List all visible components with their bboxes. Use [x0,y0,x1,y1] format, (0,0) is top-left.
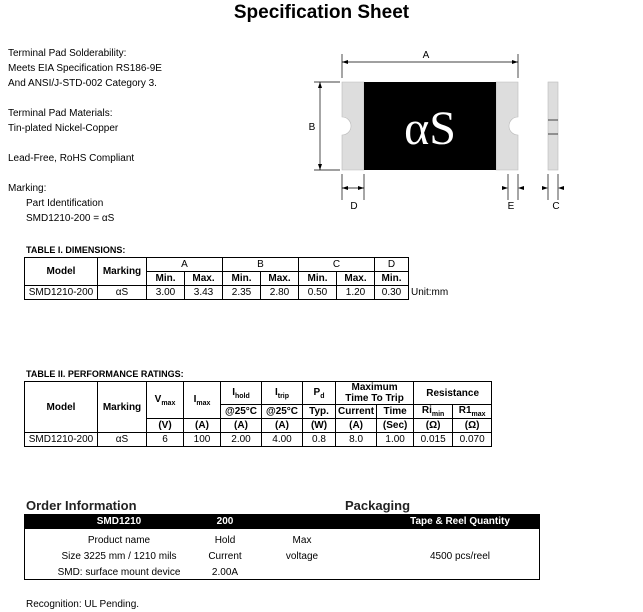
table2-caption: TABLE II. PERFORMANCE RATINGS: [26,369,184,379]
table2-h-current: Current [336,405,377,419]
table1-h-min: Min. [147,272,185,286]
table2-h-pd-typ: Typ. [303,405,336,419]
table2-unit-pd: (W) [303,419,336,433]
table2-h-ihold-temp: @25°C [221,405,262,419]
dim-e-arrow-left [502,186,508,190]
table2-cell-current: 8.0 [336,433,377,447]
dim-b-arrow-top [318,82,322,88]
order-bar-hold: 200 [216,516,234,527]
solderability-spec: Meets EIA Specification RS186-9E [8,63,162,74]
table2-h-resistance: Resistance [414,382,492,405]
table1-h-min: Min. [299,272,337,286]
recognition-note: Recognition: UL Pending. [26,599,140,610]
order-size-label: Size 3225 mm / 1210 mils [61,551,177,562]
chip-marking: αS [404,102,456,155]
order-max-label: Max [292,535,312,546]
table2-h-ri-min: $Ri_{min}$ [414,405,453,419]
part-id-code: SMD1210-200 = αS [26,213,115,224]
dim-label-e: E [507,201,515,212]
dim-b-arrow-bottom [318,164,322,170]
order-hold-value: 2.00A [211,567,239,578]
table2-unit-ihold: (A) [221,419,262,433]
table2-unit-imax: (A) [184,419,221,433]
table1-h-model: Model [25,258,98,286]
table1-h-max: Max. [261,272,299,286]
chip-side-view [548,82,558,170]
table2-cell-ihold: 2.00 [221,433,262,447]
table2-h-vmax: $V_{max}$ [147,382,184,419]
part-id-label: Part Identification [26,198,104,209]
table2-cell-vmax: 6 [147,433,184,447]
solderability-standard: And ANSI/J-STD-002 Category 3. [8,78,157,89]
dim-e-arrow-right [518,186,524,190]
page-title: Specification Sheet [233,2,410,23]
table1-h-min: Min. [375,272,409,286]
table2-cell-imax: 100 [184,433,221,447]
dim-d-arrow-right [358,186,364,190]
table1-unit: Unit:mm [411,287,449,298]
table2-unit-current: (A) [336,419,377,433]
materials-heading: Terminal Pad Materials: [8,108,113,119]
table2-unit-v: (V) [147,419,184,433]
table1-cell-a-min: 3.00 [147,286,185,300]
table2-cell-itrip: 4.00 [262,433,303,447]
order-bar-packaging: Tape & Reel Quantity [410,516,510,527]
table2-header-row1 [25,382,492,405]
table1-h-a: A [147,258,223,272]
table2-h-itrip-temp: @25°C [262,405,303,419]
table2-cell-r1-max: 0.070 [453,433,492,447]
table2-unit-itrip: (A) [262,419,303,433]
chip-terminal-right [496,82,518,170]
dim-label-b: B [308,122,316,133]
table2-unit-ri: (Ω) [414,419,453,433]
order-bar-product: SMD1210 [96,516,142,527]
table2-h-time: Time [377,405,414,419]
table-row [25,433,492,447]
table1-caption: TABLE I. DIMENSIONS: [26,245,126,255]
materials-notes [8,106,118,136]
performance-table [24,381,492,447]
solderability-heading: Terminal Pad Solderability: [8,48,127,59]
table2-cell-pd: 0.8 [303,433,336,447]
table1-cell-marking: αS [98,286,147,300]
order-product-name-label: Product name [87,535,151,546]
order-voltage-label: voltage [285,551,319,562]
order-reel-quantity: 4500 pcs/reel [429,551,491,562]
table2-cell-marking: αS [98,433,147,447]
table2-unit-time: (Sec) [377,419,414,433]
table2-h-max-time: Maximum Time To Trip [336,382,414,405]
packaging-heading: Packaging [345,498,411,513]
table1-cell-c-max: 1.20 [337,286,375,300]
table1-cell-c-min: 0.50 [299,286,337,300]
table1-cell-a-max: 3.43 [185,286,223,300]
table1-h-max: Max. [185,272,223,286]
table1-h-d: D [375,258,409,272]
table2-h-model: Model [25,382,98,433]
table2-h-pd: $P_d$ [303,382,336,405]
table1-cell-d-min: 0.30 [375,286,409,300]
table2-unit-r1: (Ω) [453,419,492,433]
table1-h-marking: Marking [98,258,147,286]
materials-value: Tin-plated Nickel-Copper [8,123,119,134]
marking-notes [8,181,114,226]
dim-d-arrow-left [342,186,348,190]
order-smd-label: SMD: surface mount device [57,567,181,578]
table2-cell-ri-min: 0.015 [414,433,453,447]
chip-terminal-left [342,82,364,170]
table2-h-r1-max: $R1_{max}$ [453,405,492,419]
dim-label-a: A [422,50,430,61]
table1-cell-model: SMD1210-200 [25,286,98,300]
table1-cell-b-max: 2.80 [261,286,299,300]
marking-heading: Marking: [8,183,47,194]
table2-h-itrip: $I_{trip}$ [262,382,303,405]
table1-h-c: C [299,258,375,272]
dim-a-arrow-left [342,60,348,64]
table2-h-ihold: $I_{hold}$ [221,382,262,405]
dim-c-arrow-left [542,186,548,190]
lead-free-note: Lead-Free, RoHS Compliant [8,153,135,164]
dim-a-arrow-right [512,60,518,64]
table1-h-b: B [223,258,299,272]
dim-label-c: C [552,201,560,212]
dimension-diagram [300,40,640,220]
table2-h-marking: Marking [98,382,147,433]
table1-header-row1 [25,258,451,272]
dim-label-d: D [350,201,358,212]
dimensions-table [24,257,451,300]
dim-c-arrow-right [558,186,564,190]
order-current-label: Current [208,551,242,562]
table1-h-max: Max. [337,272,375,286]
order-hold-label: Hold [214,535,236,546]
table2-cell-time: 1.00 [377,433,414,447]
table-row [25,286,451,300]
solderability-notes [8,46,162,91]
table2-h-imax: $I_{max}$ [184,382,221,419]
table1-cell-b-min: 2.35 [223,286,261,300]
table2-cell-model: SMD1210-200 [25,433,98,447]
order-heading: Order Information [26,498,137,513]
table1-h-min: Min. [223,272,261,286]
